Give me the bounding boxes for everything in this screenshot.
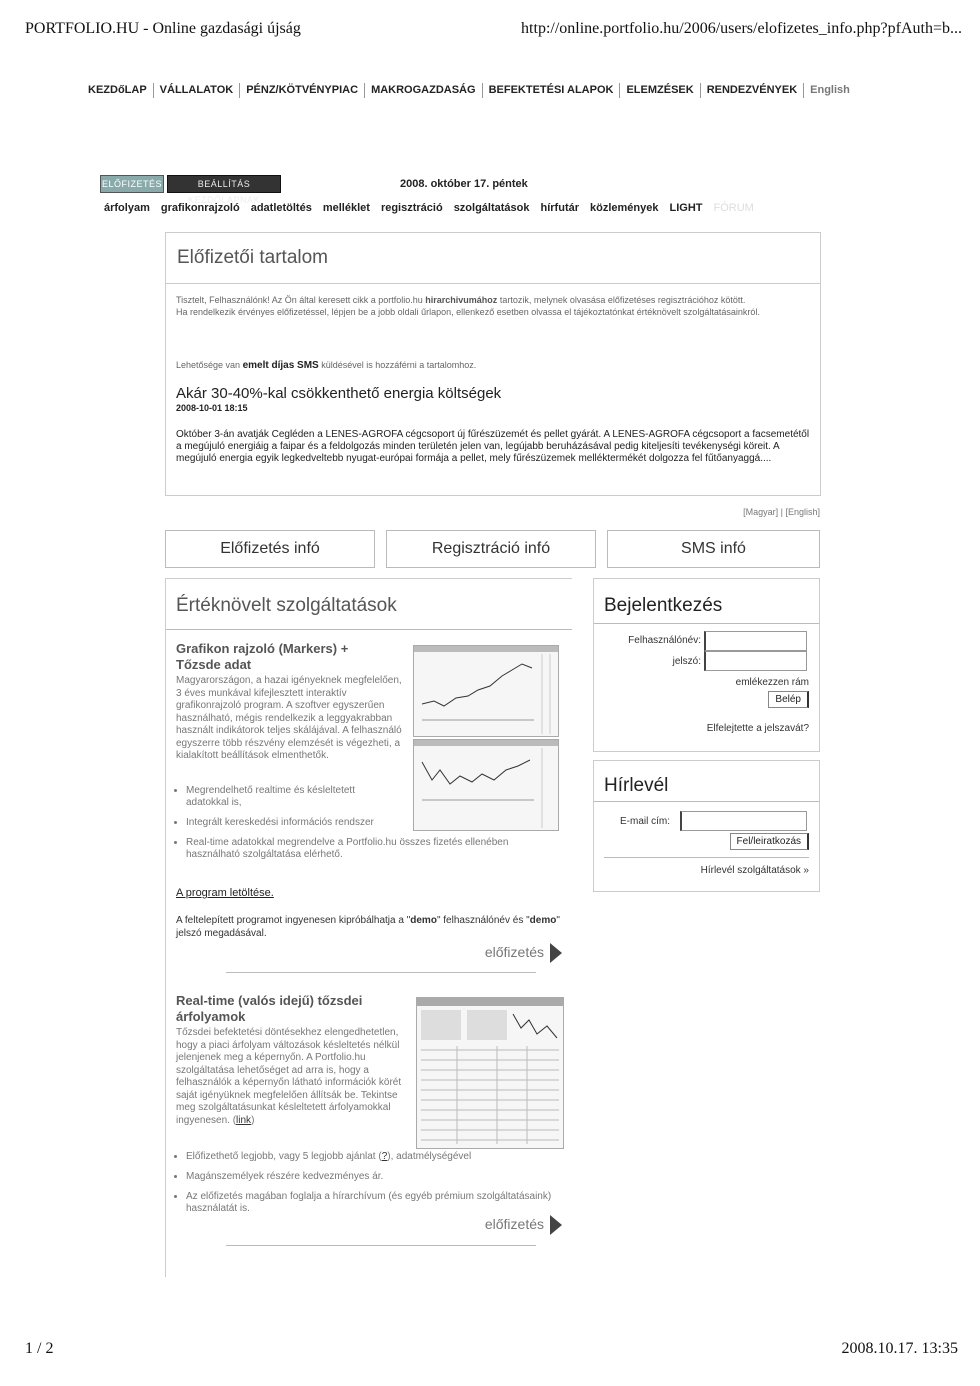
- forgot-password-link[interactable]: Elfelejtette a jelszavát?: [706, 723, 809, 734]
- intro-text-end: tartozik, melynek olvasása előfizetéses regisztrációhoz kötött.: [497, 295, 746, 305]
- services-heading: Értéknövelt szolgáltatások: [176, 595, 397, 616]
- language-links[interactable]: [Magyar] | [English]: [743, 507, 820, 517]
- nav-item-english[interactable]: English: [810, 84, 850, 96]
- intro-second: Ha rendelkezik érvényes előfizetéssel, lépjen be a jobb oldali űrlapon, ellenkező esetben olvassa el tájékoztatónkat értéknövelt szolgáltatásainkról.: [176, 307, 760, 317]
- realtime-text-close: ): [251, 1114, 255, 1126]
- newsletter-divider: [594, 801, 819, 802]
- password-label: jelszó:: [672, 656, 701, 667]
- content-divider: [166, 283, 820, 284]
- services-divider: [166, 629, 572, 630]
- subnav-item-supplement[interactable]: melléklet: [322, 202, 370, 214]
- secondary-navigation: [104, 202, 754, 214]
- article-title[interactable]: Akár 30-40%-kal csökkenthető energia költségek: [176, 385, 502, 402]
- nav-item-investment-funds[interactable]: BEFEKTETÉSI ALAPOK: [483, 83, 621, 98]
- newsletter-services-link[interactable]: Hírlevél szolgáltatások »: [700, 865, 809, 876]
- realtime-features: [166, 1151, 556, 1223]
- article-date: 2008-10-01 18:15: [176, 403, 248, 413]
- username-input[interactable]: [704, 631, 807, 651]
- demo-text-mid: " felhasználónév és ": [436, 915, 530, 926]
- subscribe-link-label[interactable]: előfizetés: [484, 1216, 544, 1233]
- password-input[interactable]: [704, 651, 807, 671]
- chart-screenshot-1: [413, 645, 559, 737]
- subnav-item-announcements[interactable]: közlemények: [590, 202, 659, 214]
- subscriber-content-box: [165, 232, 821, 496]
- subnav-item-rates[interactable]: árfolyam: [104, 202, 150, 214]
- feature-text-end: ), adatmélységével: [387, 1151, 472, 1162]
- print-page-url: http://online.portfolio.hu/2006/users/elofizetes_info.php?pfAuth=b...: [521, 20, 962, 37]
- intro-text: Tisztelt, Felhasználónk! Az Ön által keresett cikk a portfolio.hu: [176, 295, 426, 305]
- subscription-info-tab[interactable]: Előfizetés infó: [165, 530, 375, 568]
- nav-item-home[interactable]: KEZDőLAP: [88, 83, 154, 98]
- login-divider: [594, 623, 819, 624]
- feature-item: [186, 1151, 556, 1163]
- chart-drawer-features: [166, 785, 546, 869]
- quotes-thumbnail-graphic: [417, 998, 563, 1148]
- realtime-quotes-description: [176, 1027, 408, 1127]
- demo-text-end: " jelszó megadásával.: [176, 915, 560, 939]
- sms-text-end: küldésével is hozzáférni a tartalomhoz.: [318, 360, 477, 370]
- arrow-right-icon: [550, 1215, 562, 1235]
- nav-item-companies[interactable]: VÁLLALATOK: [154, 83, 241, 98]
- newsletter-box: [593, 760, 820, 892]
- subnav-item-chart-drawer[interactable]: grafikonrajzoló: [160, 202, 240, 214]
- quotes-table-screenshot: [416, 997, 564, 1149]
- email-label: E-mail cím:: [620, 816, 670, 827]
- subscribe-newsletter-button[interactable]: Fel/leiratkozás: [730, 833, 809, 850]
- subnav-item-registration[interactable]: regisztráció: [380, 202, 443, 214]
- subscribe-more-1[interactable]: [485, 943, 562, 963]
- sms-info-tab[interactable]: SMS infó: [607, 530, 820, 568]
- sms-text: Lehetősége van: [176, 360, 243, 370]
- feature-item: • Magánszemélyek részére kedvezményes ár.: [186, 1171, 556, 1183]
- remember-me-checkbox[interactable]: emlékezzen rám: [735, 677, 809, 688]
- login-box: [593, 578, 820, 752]
- subnav-item-news-ticker[interactable]: hírfutár: [540, 202, 579, 214]
- realtime-quotes-title: Real-time (valós idejű) tőzsdei árfolyamok: [176, 993, 363, 1024]
- chart-drawer-title: Grafikon rajzoló (Markers) + Tőzsde adat: [176, 641, 349, 672]
- nav-item-analyses[interactable]: ELEMZÉSEK: [620, 83, 700, 98]
- help-link[interactable]: ?: [381, 1151, 388, 1162]
- subscribe-button[interactable]: ELŐFIZETÉS: [100, 175, 164, 193]
- download-program-link[interactable]: A program letöltése.: [176, 887, 274, 899]
- archive-link[interactable]: hirarchivumához: [425, 295, 498, 305]
- feature-item: • Az előfizetés magában foglalja a hírarchívum (és egyéb prémium szolgáltatásaink) használatát is.: [186, 1191, 556, 1215]
- subscribe-link-label[interactable]: előfizetés: [484, 944, 544, 961]
- print-page-number: 1 / 2: [25, 1340, 54, 1357]
- set-homepage-button[interactable]: BEÁLLÍTÁS KEZDŐLAPNAK: [167, 175, 281, 193]
- subnav-item-light[interactable]: LIGHT: [669, 202, 703, 214]
- main-navigation: [88, 83, 856, 98]
- content-heading: Előfizetői tartalom: [177, 247, 329, 268]
- print-page-title: PORTFOLIO.HU - Online gazdasági újság: [25, 20, 301, 37]
- feature-item: • Real-time adatokkal megrendelve a Portfolio.hu összes fizetés ellenében használható szolgáltatása elérhető.: [186, 837, 546, 861]
- content-intro: [176, 294, 801, 318]
- section-divider: [226, 972, 536, 973]
- feature-text: Előfizethető legjobb, vagy 5 legjobb ajánlat (: [186, 1151, 382, 1162]
- demo-password: demo: [529, 915, 557, 926]
- demo-username: demo: [410, 915, 437, 926]
- print-datetime: 2008.10.17. 13:35: [841, 1340, 958, 1357]
- newsletter-heading: Hírlevél: [604, 775, 669, 796]
- subnav-item-forum[interactable]: FÓRUM: [713, 202, 754, 214]
- username-label: Felhasználónév:: [628, 635, 701, 646]
- chart-drawer-description: Magyarországon, a hazai igényeknek megfelelően, 3 éves munkával kifejlesztett interaktív grafikonrajzoló program. A szoftver egyszerűen használható, mégis rendelkezik a leggyakrabban használt indikátorok teljes skálájával. A felhasználó egyszerre több részvény elemzését is végezheti, a kialakított beállítások elmenthetők.: [176, 675, 402, 761]
- section-divider: [226, 1245, 536, 1246]
- subnav-item-data-download[interactable]: adatletöltés: [250, 202, 312, 214]
- login-button[interactable]: Belép: [768, 691, 809, 708]
- demo-text: A feltelepített programot ingyenesen kipróbálhatja a ": [176, 915, 411, 926]
- demo-note: [176, 915, 561, 940]
- feature-item: • Integrált kereskedési információs rendszer: [186, 817, 396, 829]
- subnav-item-services[interactable]: szolgáltatások: [453, 202, 530, 214]
- nav-item-macroeconomy[interactable]: MAKROGAZDASÁG: [365, 83, 483, 98]
- subscribe-more-2[interactable]: [485, 1215, 562, 1235]
- services-panel: [165, 578, 572, 1277]
- nav-item-events[interactable]: RENDEZVÉNYEK: [701, 83, 804, 98]
- newsletter-separator: [604, 857, 809, 858]
- sms-link[interactable]: emelt díjas SMS: [242, 360, 319, 371]
- arrow-right-icon: [550, 943, 562, 963]
- registration-info-tab[interactable]: Regisztráció infó: [386, 530, 596, 568]
- current-date: 2008. október 17. péntek: [400, 178, 528, 190]
- chart-thumbnail-graphic-1: [414, 646, 558, 736]
- login-heading: Bejelentkezés: [604, 595, 723, 616]
- nav-item-money-bond-market[interactable]: PÉNZ/KÖTVÉNYPIAC: [240, 83, 365, 98]
- realtime-text: Tőzsdei befektetési döntésekhez elengedhetetlen, hogy a piaci árfolyam változások késleltetés nélkül jelenjenek meg a képernyőn. A Portfolio.hu szolgáltatása lehetőséget ad arra is, hogy a felhasználók a képernyőn látható információk körét saját igényüknek megfelelően állítsák be. Tekintse meg szolgáltatásunkat késleltetett árfolyamokkal ingyenesen. (: [176, 1027, 402, 1126]
- article-body: Október 3-án avatják Cegléden a LENES-AGROFA cégcsoport új fűrészüzemét és pellet gyárát. A LENES-AGROFA cégcsoport a facsemetétől a megújuló energiáig a faipar és a feldolgozás minden területén jelen van, legújabb beruházásával pedig kiteljesíti tevékenységi köreit. A megújuló energia egyik legkedveltebb nyugat-európai formája a pellet, mely fűrészüzemek melléktermékét dolgozza fel fűtőanyaggá....: [176, 429, 810, 464]
- feature-item: • Megrendelhető realtime és késleltetett adatokkal is,: [186, 785, 396, 809]
- realtime-demo-link[interactable]: link: [236, 1114, 252, 1126]
- email-input[interactable]: [680, 811, 807, 831]
- sms-note: [176, 359, 801, 372]
